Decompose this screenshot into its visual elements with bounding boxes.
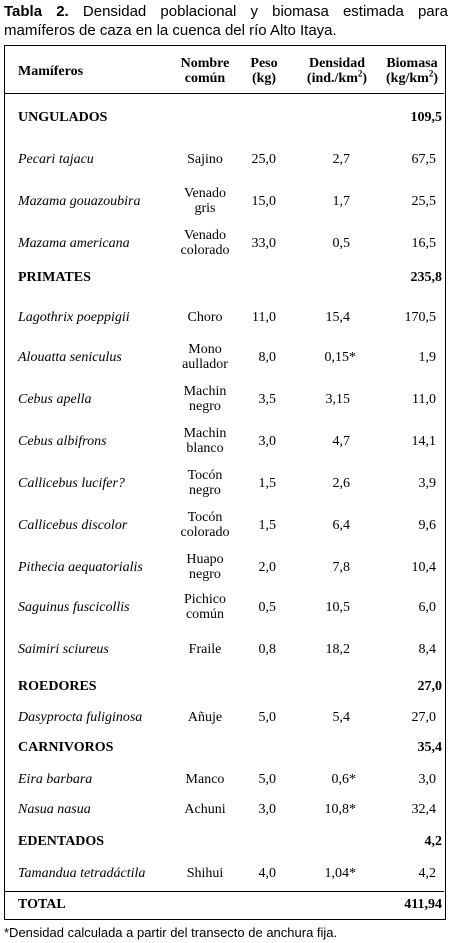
species-name: Pecari tajacu <box>18 152 94 167</box>
biomasa-value: 25,5 <box>411 194 436 209</box>
biomasa-value: 3,9 <box>418 476 436 491</box>
densidad-value: 7,8 <box>332 560 350 575</box>
header-densidad-line2 <box>296 68 378 86</box>
header-nombre-line2: común <box>184 71 226 86</box>
peso-value: 8,0 <box>258 350 276 365</box>
densidad-value: 2,7 <box>332 152 350 167</box>
peso-value: 3,5 <box>258 392 276 407</box>
biomasa-value: 14,1 <box>411 434 436 449</box>
biomasa-value: 11,0 <box>412 392 436 407</box>
total-biomasa: 411,94 <box>404 897 442 912</box>
footnote: *Densidad calculada a partir del transecto de anchura fija. <box>4 925 338 940</box>
densidad-value: 1,7 <box>332 194 350 209</box>
header-biomasa-unit: (kg/km <box>386 71 429 86</box>
biomasa-value: 32,4 <box>411 802 436 817</box>
common-name: Manco <box>185 772 225 787</box>
biomasa-value: 1,9 <box>418 350 436 365</box>
biomasa-value: 27,0 <box>411 710 436 725</box>
peso-value: 15,0 <box>251 194 276 209</box>
common-name: Shihui <box>186 866 224 881</box>
peso-value: 5,0 <box>258 772 276 787</box>
group-edentados-biomasa: 4,2 <box>424 834 442 849</box>
densidad-value: 0,6* <box>331 772 356 787</box>
densidad-value: 1,04* <box>324 866 356 881</box>
common-name: Tocón <box>187 510 223 525</box>
species-name: Tamandua tetradáctila <box>18 866 146 881</box>
species-name: Saimiri sciureus <box>18 642 109 657</box>
header-peso-line1: Peso <box>250 56 278 71</box>
peso-value: 33,0 <box>251 236 276 251</box>
peso-value: 25,0 <box>251 152 276 167</box>
caption-label: Tabla 2. <box>4 3 69 20</box>
common-name-line2: colorado <box>180 243 230 258</box>
peso-value: 3,0 <box>258 802 276 817</box>
header-biomasa-close: ) <box>433 71 438 86</box>
common-name: Machin <box>183 426 227 441</box>
common-name: Choro <box>187 310 223 325</box>
densidad-value: 2,6 <box>332 476 350 491</box>
group-primates-label: PRIMATES <box>18 270 91 285</box>
species-name: Callicebus lucifer? <box>18 476 125 491</box>
peso-value: 5,0 <box>258 710 276 725</box>
common-name-line2: negro <box>189 567 221 582</box>
biomasa-value: 67,5 <box>411 152 436 167</box>
header-biomasa-exp: 2 <box>428 68 434 79</box>
peso-value: 1,5 <box>258 518 276 533</box>
common-name-line2: blanco <box>186 441 224 456</box>
peso-value: 2,0 <box>258 560 276 575</box>
common-name: Pichico <box>184 592 226 607</box>
biomasa-value: 8,4 <box>418 642 436 657</box>
densidad-value: 4,7 <box>332 434 350 449</box>
common-name: Sajino <box>187 152 223 167</box>
densidad-value: 5,4 <box>332 710 350 725</box>
species-name: Eira barbara <box>18 772 93 787</box>
common-name: Machin <box>183 384 227 399</box>
header-rule <box>4 93 444 94</box>
densidad-value: 3,15 <box>325 392 350 407</box>
biomasa-value: 4,2 <box>418 866 436 881</box>
caption-text: Densidad poblacional y biomasa estimada para mamíferos de caza en la cuenca del río Alto Itaya. <box>4 3 448 39</box>
header-biomasa-line1: Biomasa <box>386 56 438 71</box>
species-name: Cebus albifrons <box>18 434 107 449</box>
species-name: Cebus apella <box>18 392 92 407</box>
peso-value: 11,0 <box>252 310 276 325</box>
peso-value: 4,0 <box>258 866 276 881</box>
common-name: Añuje <box>187 710 223 725</box>
biomasa-value: 3,0 <box>418 772 436 787</box>
biomasa-value: 16,5 <box>411 236 436 251</box>
table-caption <box>4 2 448 40</box>
total-rule <box>4 891 444 892</box>
header-biomasa-line2 <box>380 68 444 86</box>
species-name: Pithecia aequatorialis <box>18 560 143 575</box>
common-name-line2: negro <box>189 399 221 414</box>
group-carnivoros-label: CARNIVOROS <box>18 740 114 755</box>
densidad-value: 15,4 <box>325 310 350 325</box>
peso-value: 0,5 <box>258 600 276 615</box>
species-name: Dasyprocta fuliginosa <box>18 710 143 725</box>
biomasa-value: 170,5 <box>404 310 436 325</box>
common-name: Venado <box>184 186 226 201</box>
densidad-value: 18,2 <box>325 642 350 657</box>
common-name: Mono <box>188 342 222 357</box>
group-ungulados-label: UNGULADOS <box>18 110 108 125</box>
group-roedores-biomasa: 27,0 <box>417 679 442 694</box>
species-name: Nasua nasua <box>18 802 91 817</box>
species-name: Mazama gouazoubira <box>18 194 141 209</box>
densidad-value: 10,5 <box>325 600 350 615</box>
header-nombre-line1: Nombre <box>180 56 230 71</box>
header-mamiferos: Mamíferos <box>18 64 84 79</box>
species-name: Lagothrix poeppigii <box>18 310 130 325</box>
biomasa-value: 10,4 <box>411 560 436 575</box>
species-name: Callicebus discolor <box>18 518 128 533</box>
peso-value: 1,5 <box>258 476 276 491</box>
common-name: Tocón <box>187 468 223 483</box>
common-name-line2: negro <box>189 483 221 498</box>
group-edentados-label: EDENTADOS <box>18 834 105 849</box>
header-peso-line2: (kg) <box>251 71 277 86</box>
common-name-line2: colorado <box>180 525 230 540</box>
densidad-value: 10,8* <box>324 802 356 817</box>
peso-value: 0,8 <box>258 642 276 657</box>
header-densidad-line1: Densidad <box>308 56 366 71</box>
species-name: Saguinus fuscicollis <box>18 600 130 615</box>
header-densidad-close: ) <box>362 71 368 86</box>
biomasa-value: 9,6 <box>418 518 436 533</box>
densidad-value: 0,5 <box>332 236 350 251</box>
group-roedores-label: ROEDORES <box>18 679 97 694</box>
densidad-value: 0,15* <box>324 350 356 365</box>
common-name: Achuni <box>184 802 226 817</box>
species-name: Mazama americana <box>18 236 130 251</box>
common-name-line2: aullador <box>182 357 228 372</box>
group-ungulados-biomasa: 109,5 <box>410 110 442 125</box>
common-name: Venado <box>184 228 226 243</box>
group-primates-biomasa: 235,8 <box>410 270 442 285</box>
common-name-line2: gris <box>194 201 216 216</box>
group-carnivoros-biomasa: 35,4 <box>417 740 442 755</box>
species-name: Alouatta seniculus <box>18 350 122 365</box>
header-densidad-exp: 2 <box>357 68 363 79</box>
header-densidad-unit: (ind./km <box>306 71 358 86</box>
common-name: Fraile <box>188 642 222 657</box>
common-name: Huapo <box>186 552 224 567</box>
common-name-line2: común <box>185 607 225 622</box>
densidad-value: 6,4 <box>332 518 350 533</box>
total-label: TOTAL <box>18 897 66 912</box>
peso-value: 3,0 <box>258 434 276 449</box>
biomasa-value: 6,0 <box>418 600 436 615</box>
